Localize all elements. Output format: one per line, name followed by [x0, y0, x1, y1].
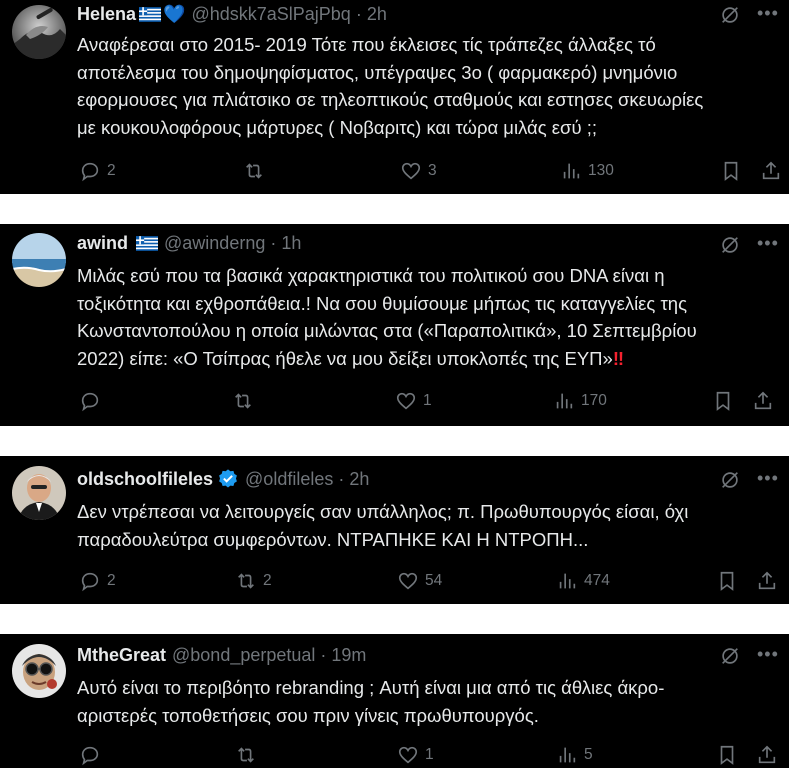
views-button[interactable]: [556, 568, 610, 594]
timestamp[interactable]: 1h: [281, 232, 302, 253]
share-button[interactable]: [756, 568, 778, 594]
tweet-text: [77, 498, 783, 553]
action-bar: [0, 568, 789, 594]
tweet[interactable]: [0, 0, 789, 194]
like-button[interactable]: [400, 158, 437, 184]
more-icon[interactable]: •••: [757, 233, 779, 253]
retweet-button[interactable]: [243, 158, 271, 184]
reply-icon: [79, 744, 101, 766]
tweet-text-line: αριστερές τοποθετήσεις σου πριν γίνεις πρωθυπουργός.: [77, 704, 539, 726]
user-name[interactable]: MtheGreat: [77, 644, 167, 665]
share-button[interactable]: [756, 742, 778, 768]
bookmark-icon: [716, 744, 738, 766]
tweet[interactable]: [0, 634, 789, 768]
reply-icon: [79, 160, 101, 182]
avatar[interactable]: [12, 233, 66, 287]
timestamp[interactable]: 2h: [366, 3, 387, 24]
avatar[interactable]: [12, 466, 66, 520]
blue-heart-icon: 💙: [163, 4, 186, 24]
share-icon: [752, 390, 774, 412]
grok-icon[interactable]: [719, 4, 741, 26]
like-count: 54: [425, 572, 443, 589]
retweet-count: 2: [263, 572, 272, 589]
like-icon: [397, 744, 419, 766]
views-icon: [553, 390, 575, 412]
like-button[interactable]: [397, 568, 442, 594]
tweet-text: [77, 674, 783, 729]
tweet-text-line: Αυτό είναι το περιβόητο rebranding ; Αυτή είναι μια από τις άθλιες άκρο-: [77, 677, 665, 698]
bookmark-button[interactable]: [712, 388, 734, 414]
separator-dot: ·: [270, 232, 277, 253]
share-button[interactable]: [752, 388, 774, 414]
reply-button[interactable]: [79, 388, 107, 414]
double-exclamation-emoji: ‼: [612, 347, 625, 369]
reply-icon: [79, 570, 101, 592]
tweet-text: [77, 31, 783, 141]
bookmark-icon: [716, 570, 738, 592]
reply-count: 2: [107, 162, 116, 179]
bookmark-button[interactable]: [716, 568, 738, 594]
bookmark-icon: [720, 160, 742, 182]
user-name[interactable]: Helena: [77, 3, 137, 24]
grok-icon[interactable]: [719, 234, 741, 256]
retweet-button[interactable]: [235, 568, 272, 594]
retweet-button[interactable]: [232, 388, 260, 414]
tweet-text-line: [77, 345, 783, 373]
retweet-icon: [235, 744, 257, 766]
reply-button[interactable]: [79, 158, 116, 184]
more-icon[interactable]: •••: [757, 644, 779, 664]
greek-flag-icon: [136, 236, 158, 251]
like-button[interactable]: [397, 742, 434, 768]
timestamp[interactable]: 2h: [349, 468, 370, 489]
tweet-text-line: τοξικότητα και εχθροπάθεια.! Να σου θυμίσουμε μήπως τις καταγγελίες της: [77, 292, 687, 314]
more-icon[interactable]: •••: [757, 468, 779, 488]
separator-dot: ·: [355, 3, 362, 24]
retweet-button[interactable]: [235, 742, 263, 768]
action-bar: [0, 158, 789, 184]
like-count: 1: [423, 392, 432, 409]
share-button[interactable]: [760, 158, 782, 184]
views-icon: [560, 160, 582, 182]
tweet-header: [77, 644, 366, 666]
share-icon: [760, 160, 782, 182]
retweet-icon: [235, 570, 257, 592]
views-button[interactable]: [553, 388, 607, 414]
views-icon: [556, 744, 578, 766]
tweet-text-line: Αναφέρεσαι στο 2015- 2019 Τότε που έκλεισες τίς τράπεζες άλλαξες τό: [77, 34, 656, 55]
bookmark-button[interactable]: [716, 742, 738, 768]
tweet-header: [77, 232, 301, 254]
reply-count: 2: [107, 572, 116, 589]
more-icon[interactable]: •••: [757, 3, 779, 23]
share-icon: [756, 570, 778, 592]
views-icon: [556, 570, 578, 592]
views-button[interactable]: [556, 742, 593, 768]
timestamp[interactable]: 19m: [331, 644, 367, 665]
bookmark-icon: [712, 390, 734, 412]
avatar[interactable]: [12, 5, 66, 59]
retweet-icon: [243, 160, 265, 182]
like-count: 1: [425, 746, 434, 763]
tweet-header: [77, 3, 387, 25]
action-bar: [0, 388, 789, 414]
views-button[interactable]: [560, 158, 614, 184]
like-button[interactable]: [395, 388, 432, 414]
views-count: 5: [584, 746, 593, 763]
user-handle[interactable]: @bond_perpetual: [172, 644, 316, 665]
like-icon: [400, 160, 422, 182]
greek-flag-icon: [139, 7, 161, 22]
reply-button[interactable]: [79, 568, 116, 594]
bookmark-button[interactable]: [720, 158, 742, 184]
tweet-text-line: αποτέλεσμα του δημοψηφίσματος, υπέγραψες 3ο ( φαρμακερό) μνημόνιο: [77, 61, 678, 83]
separator-dot: ·: [320, 644, 327, 665]
separator-dot: ·: [338, 468, 345, 489]
like-count: 3: [428, 162, 437, 179]
like-icon: [397, 570, 419, 592]
views-count: 170: [581, 392, 607, 409]
tweet-text-line: Κωνσταντοπούλου η οποία μιλώντας στα («Παραπολιτικά», 10 Σεπτεμβρίου: [77, 320, 697, 341]
verified-check-icon: [217, 468, 239, 490]
tweet-text-line: Μιλάς εσύ που τα βασικά χαρακτηριστικά του πολιτικού σου DNA είναι η: [77, 265, 665, 286]
action-bar: [0, 742, 789, 768]
views-count: 130: [588, 162, 614, 179]
like-icon: [395, 390, 417, 412]
tweet-text-line: Δεν ντρέπεσαι να λειτουργείς σαν υπάλληλος; π. Πρωθυπουργός είσαι, όχι: [77, 501, 689, 522]
user-handle[interactable]: @awinderng: [164, 232, 266, 253]
user-handle[interactable]: @oldfileles: [245, 468, 334, 489]
share-icon: [756, 744, 778, 766]
tweet-text-line: παραδουλεύτρα συμφερόντων. ΝΤΡΑΠΗΚΕ ΚΑΙ Η ΝΤΡΟΠΗ...: [77, 528, 589, 550]
tweet-header: [77, 468, 369, 490]
user-name[interactable]: awind: [77, 232, 129, 253]
tweet[interactable]: [0, 456, 789, 604]
grok-icon[interactable]: [719, 469, 741, 491]
retweet-icon: [232, 390, 254, 412]
tweet-text-line: εφορμουσες για πλιάτσικο σε τηλεοπτικούς σταθμούς και εστησες σκευωρίες: [77, 89, 704, 110]
avatar[interactable]: [12, 644, 66, 698]
grok-icon[interactable]: [719, 645, 741, 667]
tweet-text-segment: 2022) είπε: «Ο Τσίπρας ήθελε να μου δείξει υποκλοπές της ΕΥΠ»: [77, 347, 613, 369]
views-count: 474: [584, 572, 610, 589]
user-handle[interactable]: @hdskk7aSlPajPbq: [191, 3, 351, 24]
tweet[interactable]: [0, 224, 789, 426]
reply-button[interactable]: [79, 742, 107, 768]
user-name[interactable]: oldschoolfileles: [77, 468, 214, 489]
reply-icon: [79, 390, 101, 412]
tweet-text-line: με κουκουλοφόρους μάρτυρες ( Νοβαριτς) και τώρα μιλάς εσύ ;;: [77, 116, 597, 138]
tweet-text: [77, 262, 783, 372]
